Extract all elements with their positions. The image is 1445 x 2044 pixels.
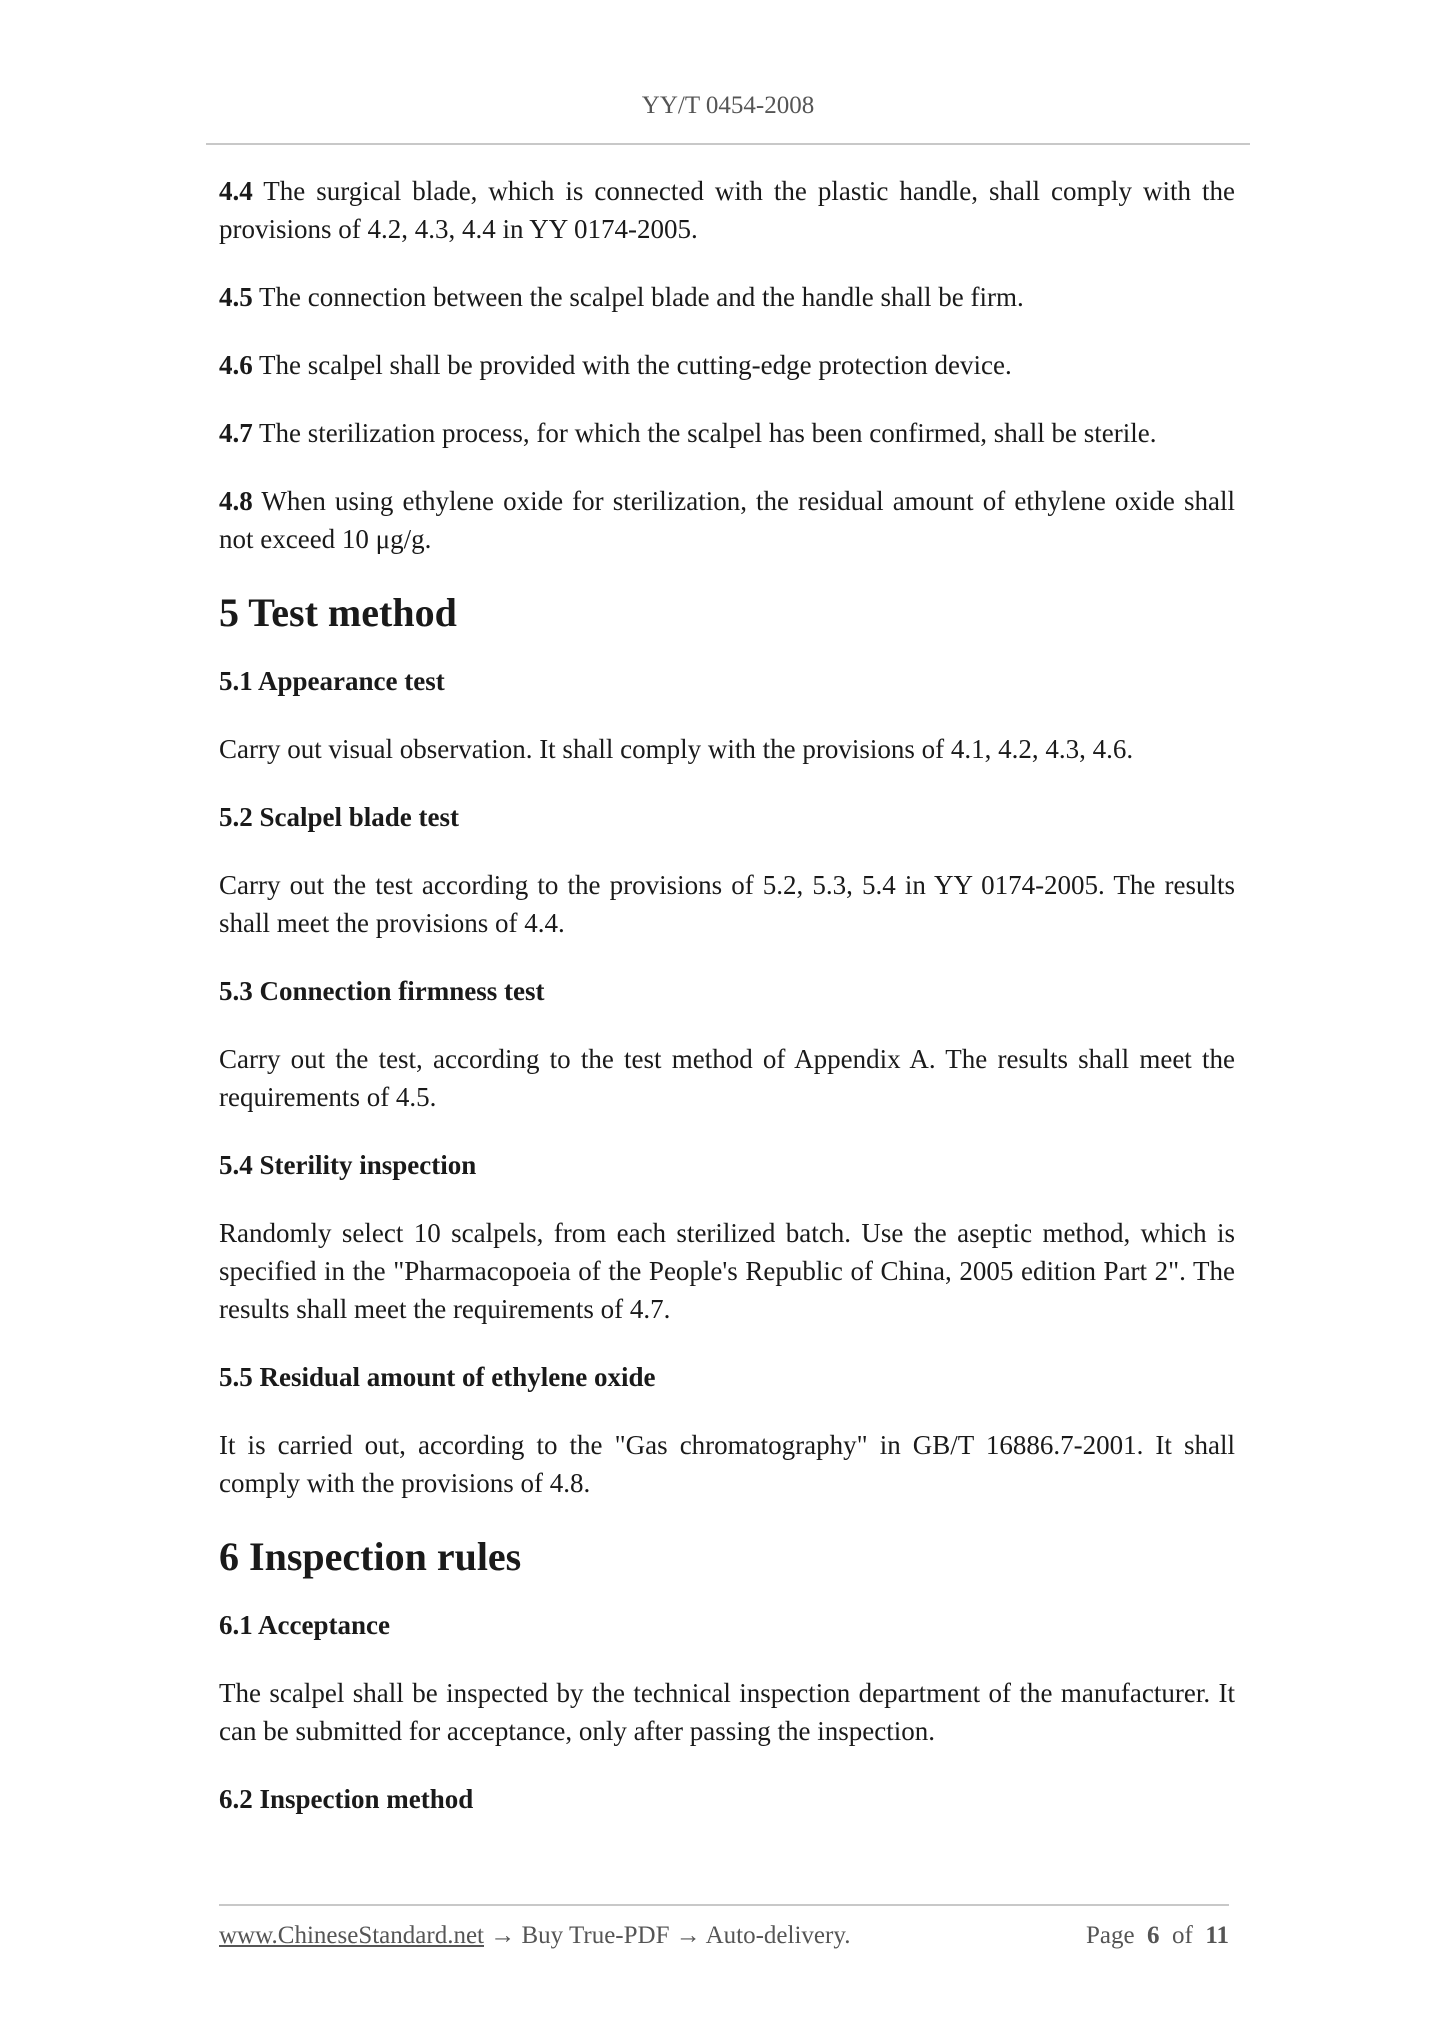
subsection-5-3-title: 5.3 Connection firmness test [219, 976, 545, 1006]
subsection-5-1-body: Carry out visual observation. It shall comply with the provisions of 4.1, 4.2, 4.3, 4.6. [219, 734, 1134, 764]
document-body [219, 172, 1235, 1848]
delivery-text: Auto-delivery. [705, 1922, 851, 1949]
subsection-5-2-title: 5.2 Scalpel blade test [219, 802, 459, 832]
clause-number: 4.5 [219, 282, 253, 312]
clause-number: 4.4 [219, 176, 253, 206]
clause-text: The scalpel shall be provided with the cutting-edge protection device. [252, 350, 1012, 380]
clause-text: When using ethylene oxide for sterilization, the residual amount of ethylene oxide shall not exceed 10 μg/g. [219, 486, 1235, 554]
subsection-5-4-title: 5.4 Sterility inspection [219, 1150, 477, 1180]
clause-4-5 [219, 278, 1235, 316]
page-label: Page [1085, 1922, 1135, 1949]
clause-text: The sterilization process, for which the scalpel has been confirmed, shall be sterile. [252, 418, 1157, 448]
page-header: YY/T 0454-2008 [641, 92, 815, 119]
clause-number: 4.6 [219, 350, 253, 380]
subsection-5-5-body: It is carried out, according to the "Gas chromatography" in GB/T 16886.7-2001. It shall comply with the provisions of 4.8. [219, 1430, 1235, 1498]
page-number [1086, 1922, 1229, 1950]
footer-promo [219, 1922, 850, 1950]
current-page: 6 [1147, 1922, 1160, 1949]
total-pages: 11 [1205, 1922, 1229, 1949]
subsection-5-5-title: 5.5 Residual amount of ethylene oxide [219, 1362, 656, 1392]
of-label: of [1172, 1922, 1193, 1949]
arrow-right-icon: → [675, 1922, 701, 1949]
clause-text: The surgical blade, which is connected with the plastic handle, shall comply with the provisions of 4.2, 4.3, 4.4 in YY 0174-2005. [219, 176, 1235, 244]
buy-pdf-text: Buy True-PDF [521, 1922, 670, 1949]
subsection-6-2-title: 6.2 Inspection method [219, 1784, 474, 1814]
section-6-heading: 6 Inspection rules [219, 1534, 522, 1579]
clause-4-6 [219, 346, 1235, 384]
clause-4-7 [219, 414, 1235, 452]
site-link[interactable]: www.ChineseStandard.net [219, 1922, 484, 1949]
subsection-5-4-body: Randomly select 10 scalpels, from each sterilized batch. Use the aseptic method, which is specified in the "Pharmacopoeia of the People's Republic of China, 2005 edition Part 2". The results shall meet the requirements of 4.7. [219, 1218, 1235, 1324]
clause-4-8 [219, 482, 1235, 558]
subsection-5-3-body: Carry out the test, according to the test method of Appendix A. The results shall meet the requirements of 4.5. [219, 1044, 1235, 1112]
subsection-5-2-body: Carry out the test according to the provisions of 5.2, 5.3, 5.4 in YY 0174-2005. The results shall meet the provisions of 4.4. [219, 870, 1235, 938]
section-5-heading: 5 Test method [219, 590, 457, 635]
arrow-right-icon: → [490, 1922, 516, 1949]
subsection-5-1-title: 5.1 Appearance test [219, 666, 445, 696]
header-divider [206, 143, 1250, 145]
clause-number: 4.7 [219, 418, 253, 448]
subsection-6-1-body: The scalpel shall be inspected by the technical inspection department of the manufacturer. It can be submitted for acceptance, only after passing the inspection. [219, 1678, 1235, 1746]
clause-number: 4.8 [219, 486, 253, 516]
subsection-6-1-title: 6.1 Acceptance [219, 1610, 390, 1640]
clause-4-4 [219, 172, 1235, 248]
clause-text: The connection between the scalpel blade and the handle shall be firm. [252, 282, 1024, 312]
footer-divider [219, 1904, 1229, 1906]
